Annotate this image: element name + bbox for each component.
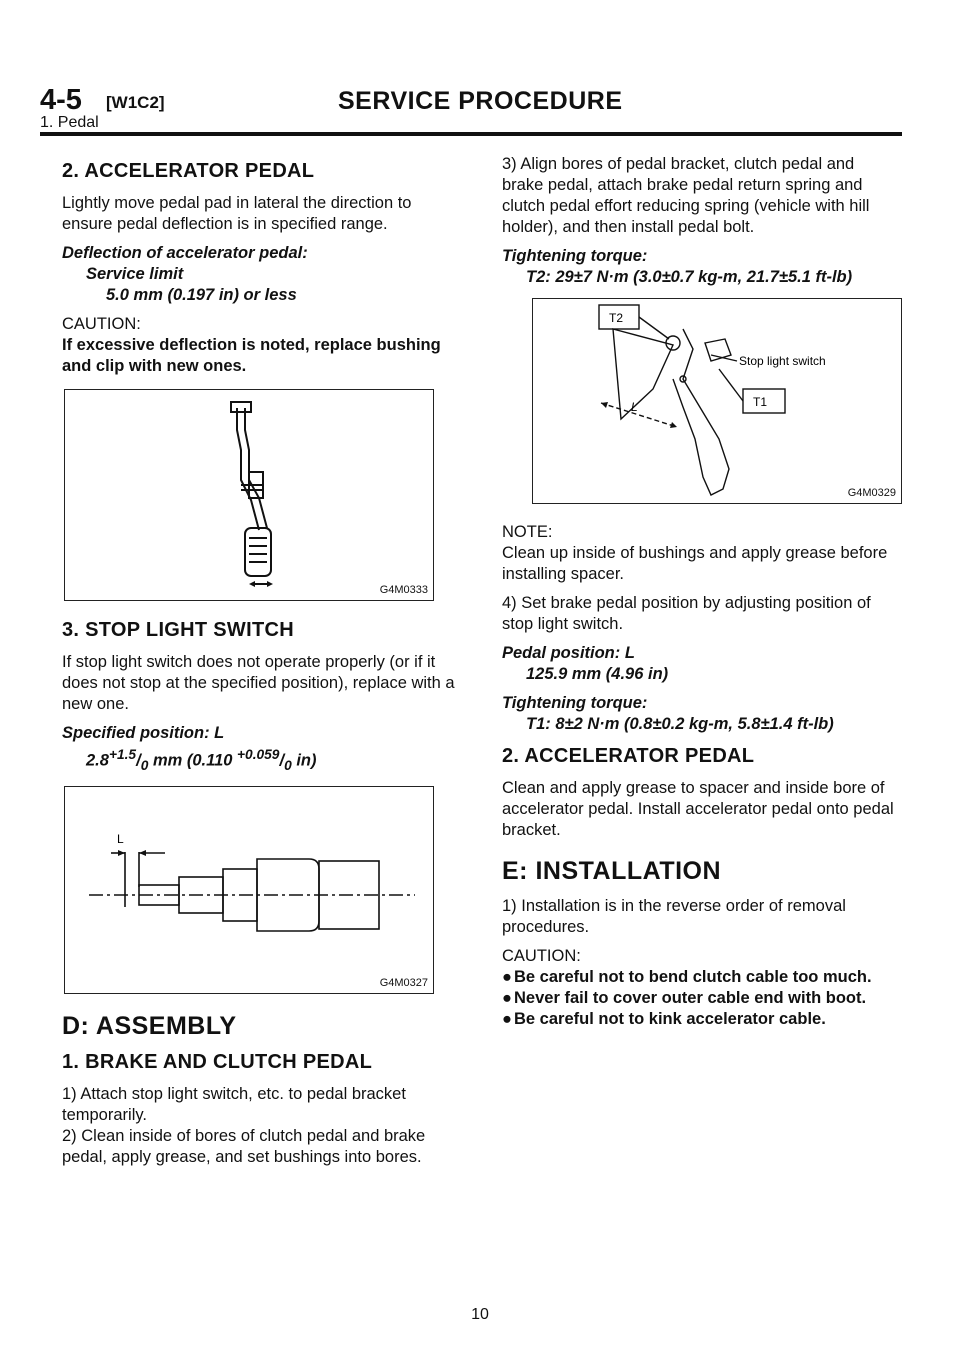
bullet-icon: ● bbox=[502, 989, 512, 1007]
assembly-heading: D: ASSEMBLY bbox=[62, 1011, 237, 1040]
spec-sub1: 0 bbox=[140, 757, 149, 773]
specified-position-value: $2.8^{+1.5}/_0$ mm (0.110 $^{+0.059}/_0$ in) bbox=[86, 747, 317, 773]
section-code: [W1C2] bbox=[106, 93, 165, 112]
figure-accelerator-pedal bbox=[64, 389, 434, 601]
page-number: 10 bbox=[471, 1306, 489, 1323]
torque-spec-t1 bbox=[502, 693, 900, 735]
installation-heading: E: INSTALLATION bbox=[502, 857, 722, 885]
caution-item bbox=[502, 988, 900, 1009]
spec-base: 2.8 bbox=[86, 751, 109, 770]
figure-id: G4M0327 bbox=[379, 976, 428, 989]
page-subtitle: 1. Pedal bbox=[40, 114, 99, 131]
torque-t1-value: T1: 8±2 N·m (0.8±0.2 kg-m, 5.8±1.4 ft-lb) bbox=[526, 715, 834, 733]
assembly-step-2: 2) Clean inside of bores of clutch pedal and brake pedal, apply grease, and set bushings into bores. bbox=[62, 1126, 426, 1166]
brake-pedal-drawing bbox=[533, 299, 901, 503]
dimension-label-l: L bbox=[117, 831, 124, 846]
assembly-step-3: 3) Align bores of pedal bracket, clutch pedal and brake pedal, attach brake pedal return spring and clutch pedal effort reducing spring (vehicle with hill holder), and then install pedal bolt. bbox=[502, 155, 870, 236]
specified-position-spec bbox=[62, 723, 460, 776]
spec-sub2: 0 bbox=[284, 757, 292, 773]
caution-label-2: CAUTION: bbox=[502, 947, 581, 965]
page-title: SERVICE PROCEDURE bbox=[338, 87, 623, 115]
accelerator-pedal-text: Lightly move pedal pad in lateral the direction to ensure pedal deflection is in specified range. bbox=[62, 194, 412, 233]
accelerator-pedal-heading-2: 2. ACCELERATOR PEDAL bbox=[502, 745, 755, 767]
pedal-position-value: 125.9 mm (4.96 in) bbox=[526, 665, 669, 683]
label-t1: T1 bbox=[753, 395, 768, 409]
torque-t2-value: T2: 29±7 N·m (3.0±0.7 kg-m, 21.7±5.1 ft-lb) bbox=[526, 268, 853, 286]
caution-item bbox=[502, 967, 900, 988]
figure-brake-pedal bbox=[532, 298, 902, 504]
label-l: L bbox=[631, 400, 638, 414]
bullet-icon: ● bbox=[502, 968, 512, 986]
torque-spec-t2 bbox=[502, 246, 900, 288]
label-t2: T2 bbox=[609, 311, 624, 325]
caution-item-text: Never fail to cover outer cable end with boot. bbox=[514, 989, 867, 1007]
note-text: Clean up inside of bushings and apply grease before installing spacer. bbox=[502, 544, 888, 583]
accelerator-pedal-heading: 2. ACCELERATOR PEDAL bbox=[62, 160, 315, 182]
label-stop-light-switch: Stop light switch bbox=[739, 354, 826, 368]
caution-item-text: Be careful not to bend clutch cable too much. bbox=[514, 968, 872, 986]
bullet-icon: ● bbox=[502, 1010, 512, 1028]
figure-stop-light-switch bbox=[64, 786, 434, 994]
spec-end: in) bbox=[296, 751, 317, 770]
brake-clutch-pedal-heading: 1. BRAKE AND CLUTCH PEDAL bbox=[62, 1050, 373, 1073]
accelerator-pedal-drawing bbox=[65, 390, 433, 600]
stop-light-switch-heading: 3. STOP LIGHT SWITCH bbox=[62, 619, 294, 641]
specified-position-label: Specified position: L bbox=[62, 724, 225, 742]
spec-sup2: +0.059 bbox=[237, 747, 280, 762]
left-column bbox=[62, 150, 460, 1176]
stop-light-switch-text: If stop light switch does not operate properly (or if it does not stop at the specified position), replace with a new one. bbox=[62, 653, 455, 713]
stop-light-switch-drawing bbox=[65, 787, 433, 993]
service-limit-value: 5.0 mm (0.197 in) or less bbox=[106, 286, 297, 304]
header-rule bbox=[40, 132, 902, 136]
pedal-position-spec bbox=[502, 643, 900, 685]
figure-id: G4M0333 bbox=[379, 584, 428, 596]
caution-item-text: Be careful not to kink accelerator cable. bbox=[514, 1010, 826, 1028]
caution-text: If excessive deflection is noted, replace bushing and clip with new ones. bbox=[62, 336, 441, 375]
spec-mid: mm (0.110 bbox=[152, 751, 238, 770]
deflection-label: Deflection of accelerator pedal: bbox=[62, 244, 308, 262]
assembly-step-1: 1) Attach stop light switch, etc. to pedal bracket temporarily. bbox=[62, 1084, 406, 1124]
pedal-position-label: Pedal position: L bbox=[502, 644, 635, 662]
right-column bbox=[502, 150, 900, 1030]
caution-item bbox=[502, 1009, 900, 1030]
section-number: 4-5 bbox=[40, 84, 82, 116]
assembly-step-4: 4) Set brake pedal position by adjusting position of stop light switch. bbox=[502, 594, 871, 633]
service-limit-label: Service limit bbox=[86, 265, 184, 283]
deflection-spec bbox=[62, 243, 460, 306]
caution-label: CAUTION: bbox=[62, 315, 141, 333]
accelerator-pedal-text-2: Clean and apply grease to spacer and inside bore of accelerator pedal. Install accelerator pedal onto pedal bracket. bbox=[502, 779, 894, 839]
spec-sup1: +1.5 bbox=[108, 747, 137, 762]
installation-step-1: 1) Installation is in the reverse order of removal procedures. bbox=[502, 897, 846, 936]
torque-label-2: Tightening torque: bbox=[502, 694, 648, 712]
torque-label: Tightening torque: bbox=[502, 247, 648, 265]
note-label: NOTE: bbox=[502, 523, 553, 541]
figure-id: G4M0329 bbox=[847, 487, 896, 499]
